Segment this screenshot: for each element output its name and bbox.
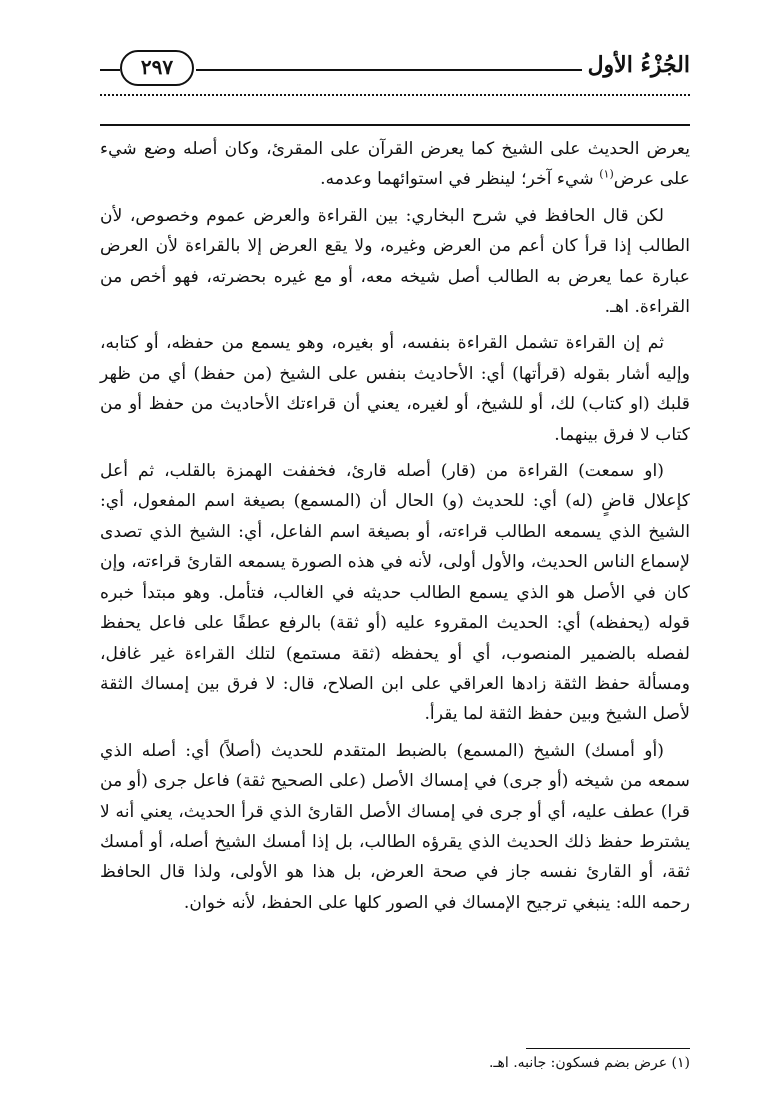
footnote-rule [526, 1048, 690, 1049]
header-rule-left [100, 69, 120, 71]
footnote: (١) عرض بضم فسكون: جانبه. اهـ. [488, 1055, 690, 1071]
paragraph-1-text-a: يعرض الحديث على الشيخ كما يعرض القرآن على المقرئ، وكان أصله وضع شيء على عرض [100, 139, 690, 190]
paragraph-4: (او سمعت) القراءة من (قار) أصله قارئ، فخففت الهمزة بالقلب، ثم أعل كإعلال قاضٍ (له) أي: للحديث (و) الحال أن (المسمع) بصيغة اسم المفعول، أي: الشيخ الذي يسمعه الطالب قراءته، أو بصيغة اسم الفاعل، أي: الشيخ الذي تصدى لإسماع الناس الحديث، والأول أولى، لأنه في هذه الصورة يسمعه القارئ قراءته، وإن كان في الأصل هو الذي يسمع الطالب حديثه في الغالب، فتأمل. وهو مبتدأ خبره قوله (يحفظه) أي: الحديث المقروء عليه (أو ثقة) بالرفع عطفًا على فاعل يحفظ لفصله بالضمير المنصوب، أي أو يحفظه (ثقة مستمع) لتلك القراءة غير غافل، ومسألة حفظ الثقة زادها العراقي على ابن الصلاح، قال: لا فرق بين إمساك الثقة لأصل الشيخ وبين حفظ الثقة لما يقرأ. [100, 461, 690, 725]
solid-separator [100, 124, 690, 126]
page-header [100, 36, 690, 108]
paragraph-2: لكن قال الحافظ في شرح البخاري: بين القراءة والعرض عموم وخصوص، لأن الطالب إذا قرأ كان أعم من العرض وغيره، ولا يقع العرض إلا بالقراءة لأن العرض عبارة عما يعرض به الطالب أصل شيخه معه، أو مع غيره بحضرته، فهو أخص من القراءة. اهـ. [100, 205, 690, 318]
footnote-reference[interactable]: (١) [599, 167, 614, 181]
dotted-separator [100, 94, 690, 96]
running-title: الجُزْءُ الأول [587, 52, 690, 78]
paragraph-1-text-b: شيء آخر؛ لينظر في استوائهما وعدمه. [320, 169, 594, 190]
paragraph-3: ثم إن القراءة تشمل القراءة بنفسه، أو بغيره، وهو يسمع من حفظه، أو كتابه، وإليه أشار بقوله (قرأتها) أي: الأحاديث بنفس على الشيخ (من حفظ) أي من ظهر قلبك (او كتاب) لك، أو للشيخ، أو لغيره، يعني أن قراءتك الأحاديث من حفظ أو من كتاب لا فرق بينهما. [100, 333, 690, 445]
main-text [100, 134, 690, 924]
paragraph-5: (أو أمسك) الشيخ (المسمع) بالضبط المتقدم للحديث (أصلاً) أي: أصله الذي سمعه من شيخه (أو جرى) في إمساك الأصل (على الصحيح ثقة) فاعل جرى (أو من قرا) عطف عليه، أي أو جرى في إمساك الأصل القارئ الذي قرأ الحديث، يعني أنه لا يشترط حفظ ذلك الحديث الذي يقرؤه الطالب، بل إذا أمسك الشيخ أصله، أو أمسك ثقة، أو القارئ نفسه جاز في صحة العرض، بل هذا هو الأولى، ولذا قال الحافظ رحمه الله: ينبغي ترجيح الإمساك في الصور كلها على الحفظ، لأنه خوان. [100, 740, 690, 913]
paragraph-1 [100, 134, 690, 195]
page-number: ٢٩٧ [120, 50, 194, 86]
header-rule-middle [196, 69, 582, 71]
